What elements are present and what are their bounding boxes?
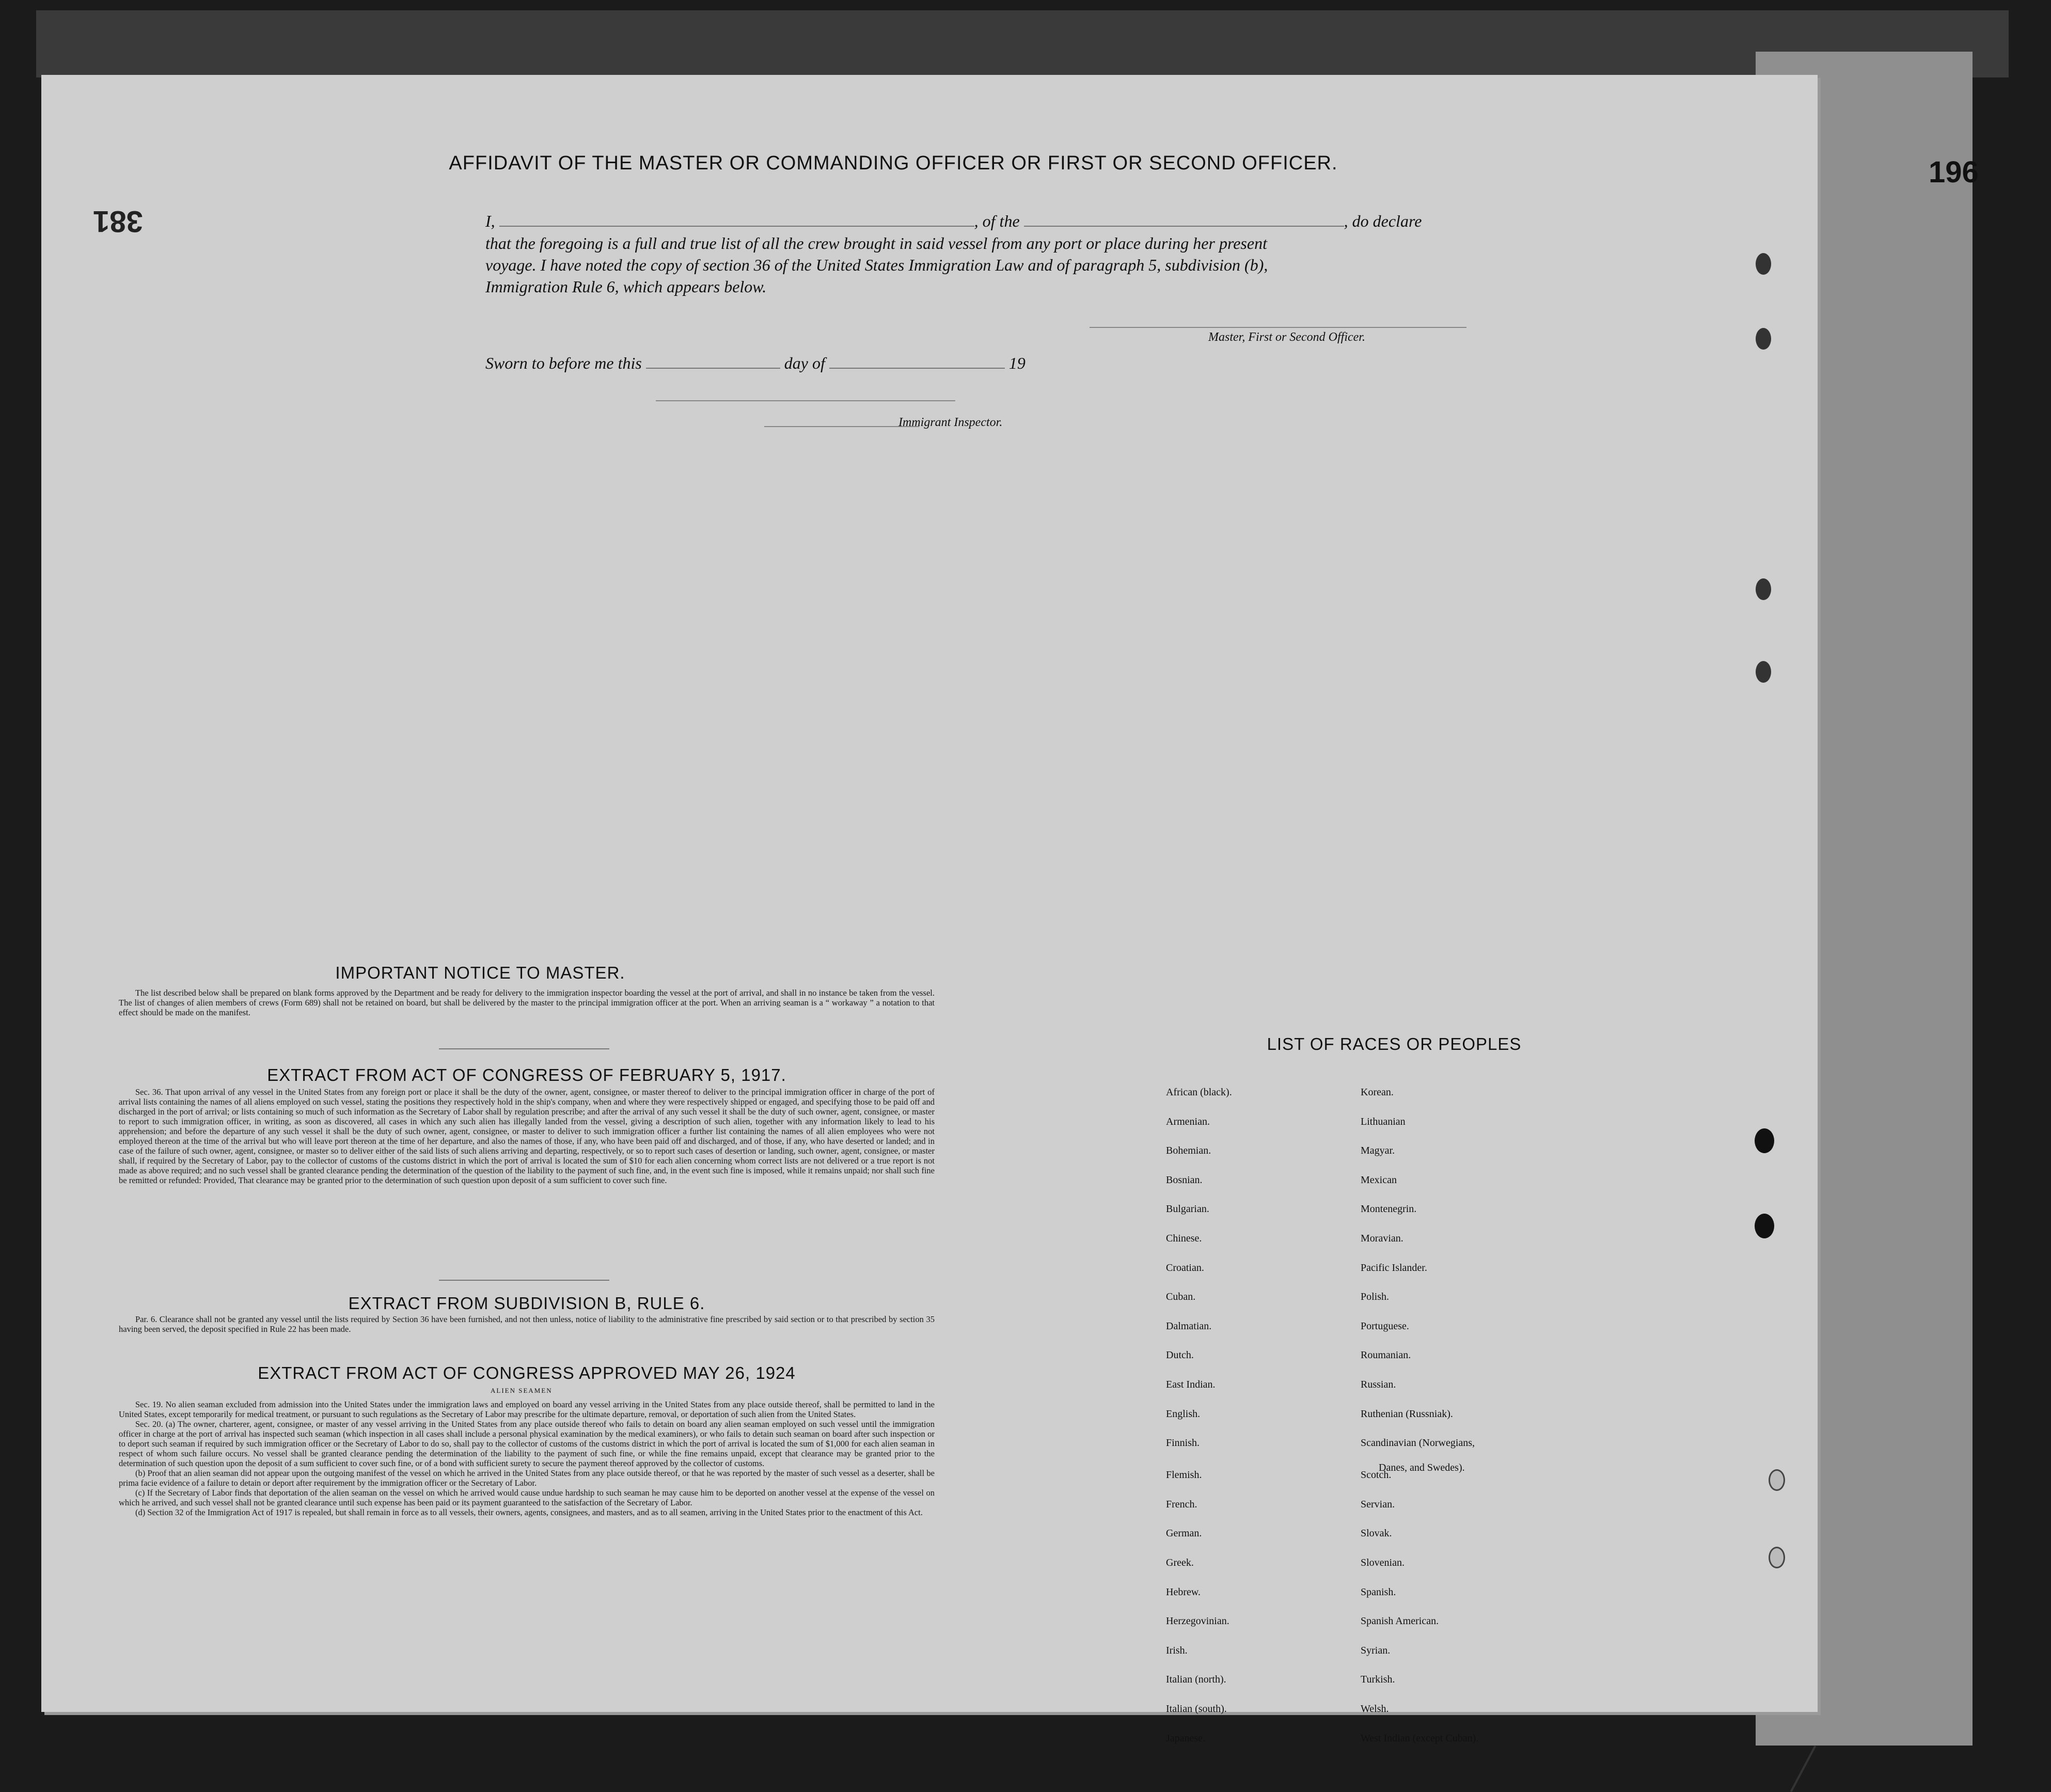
- extract-1924-sec20c: (c) If the Secretary of Labor finds that deportation of the alien seaman on the vessel on which he arrived would cause undue hardship to such seaman he may cause him to be deported on another vessel at the expense of the vessel on which he arrived, and such vessel shall not be granted clearance until such expense has been paid or its payment guaranteed to the satisfaction of the Secretary of Labor.: [119, 1488, 935, 1507]
- race-left-item: Bulgarian.: [1166, 1203, 1209, 1215]
- extract-1924-sec20a: Sec. 20. (a) The owner, charterer, agent, consignee, or master of any vessel arriving in the United States from any place outside thereof who fails to detain on board any alien seaman employed on such vessel until the immigration officer in charge at the port of arrival has inspected such seaman (which inspection in all cases shall include a personal physical examination by the medical examiners), or who fails to detain such seaman on board after such inspection or to deport such seaman if required by such immigration officer or the Secretary of Labor to do so, shall pay to the collector of customs of the customs district in which the port of arrival is located the sum of $1,000 for each alien seaman in respect of whom such failure occurs. No vessel shall be granted clearance pending the determination of the liability to the payment of such fine, or while the fine remains unpaid, except that clearance may be granted prior to the determination of such question upon the deposit of a sum sufficient to cover such fine, or of a bond with sufficient surety to secure the payment thereof approved by the collector of customs.: [119, 1419, 935, 1468]
- race-right-item: Spanish American.: [1361, 1615, 1439, 1627]
- race-left-item: Hebrew.: [1166, 1586, 1201, 1598]
- punch-hole-1: [1756, 253, 1771, 275]
- race-left-item: Croatian.: [1166, 1262, 1204, 1274]
- race-right-item: Ruthenian (Russniak).: [1361, 1408, 1453, 1420]
- race-right-item: Moravian.: [1361, 1233, 1403, 1244]
- page-number-right: 196: [1929, 155, 1979, 189]
- alien-seamen-subtitle: ALIEN SEAMEN: [491, 1387, 553, 1394]
- race-right-item: Magyar.: [1361, 1145, 1395, 1157]
- race-left-item: Dutch.: [1166, 1349, 1194, 1361]
- extract-rule6-title: EXTRACT FROM SUBDIVISION B, RULE 6.: [348, 1294, 705, 1313]
- inspector-top-line: [656, 400, 955, 401]
- affidavit-i: I,: [485, 212, 495, 230]
- race-right-item: Scotch.: [1361, 1469, 1392, 1481]
- extract-1917-text: [119, 1087, 935, 1185]
- race-right-item: Syrian.: [1361, 1644, 1391, 1656]
- race-right-item: Slovenian.: [1361, 1557, 1405, 1568]
- race-left-item: Italian (north).: [1166, 1674, 1226, 1686]
- extract-1924-title: EXTRACT FROM ACT OF CONGRESS APPROVED MAY 26, 1924: [258, 1363, 796, 1382]
- race-right-item: Portuguese.: [1361, 1320, 1409, 1332]
- race-right-item: Welsh.: [1361, 1703, 1389, 1715]
- punch-hole-4: [1756, 661, 1771, 683]
- race-right-item: Korean.: [1361, 1087, 1394, 1098]
- extract-1924-sec19: Sec. 19. No alien seaman excluded from admission into the United States under the immigration laws and employed on board any vessel arriving in the United States from any place outside thereof, shall be permitted to land in the United States, except temporarily for medical treatment, or pursuant to such regulations as the Secretary of Labor may prescribe for the ultimate departure, removal, or deportation of such alien from the United States.: [119, 1400, 935, 1419]
- race-left-item: Japanese.: [1166, 1732, 1206, 1744]
- divider-2: [439, 1280, 609, 1281]
- notice-title: IMPORTANT NOTICE TO MASTER.: [335, 963, 625, 982]
- punch-hole-2: [1756, 328, 1771, 350]
- race-right-item: Roumanian.: [1361, 1349, 1411, 1361]
- inspector-label: Immigrant Inspector.: [898, 416, 1003, 429]
- affidavit-do-declare: , do declare: [1344, 212, 1422, 230]
- race-left-item: Finnish.: [1166, 1437, 1200, 1449]
- race-left-item: Bohemian.: [1166, 1145, 1211, 1157]
- race-right-item: Mexican: [1361, 1174, 1397, 1186]
- scan-border-top: [36, 10, 2009, 77]
- notice-text: [119, 988, 935, 1017]
- race-left-item: English.: [1166, 1408, 1201, 1420]
- punch-hole-8: [1769, 1547, 1785, 1568]
- affidavit-title: AFFIDAVIT OF THE MASTER OR COMMANDING OFFICER OR FIRST OR SECOND OFFICER.: [449, 152, 1338, 174]
- pencil-check-mark: [1790, 1746, 1816, 1792]
- race-left-item: Flemish.: [1166, 1469, 1202, 1481]
- race-right-item: Spanish.: [1361, 1586, 1396, 1598]
- race-right-item: West Indian (except Cuban).: [1361, 1732, 1479, 1744]
- extract-1917-paragraph: Sec. 36. That upon arrival of any vessel in the United States from any foreign port or place it shall be the duty of the owner, agent, consignee, or master thereof to deliver to the principal immigration officer in charge of the port of arrival lists containing the names of all aliens employed on such vessel, stating the positions they respectively hold in the ship's company, when and where they were respectively shipped or engaged, and specifying those to be paid off and discharged in the port of arrival; or lists containing so much of such information as the Secretary of Labor shall by regulation prescribe; and after the arrival of any such vessel it shall be the duty of such owner, agent, consignee, or master to report to such immigration officer, in writing, as soon as discovered, all cases in which any such alien has illegally landed from the vessel, giving a description of such alien, together with any information likely to lead to his apprehension; and before the departure of any such vessel it shall be the duty of such owner, agent, consignee, or master to deliver to such immigration officer a further list containing the names of all alien employees who were not employed thereon at the time of the arrival but who will leave port thereon at the time of her departure, and also the names of those, if any, who have been paid off and discharged, and of those, if any, who have deserted or landed; and in case of the failure of such owner, agent, consignee, or master so to deliver either of the said lists of such aliens arriving and departing, respectively, or so to report such cases of desertion or landing, such owner, agent, consignee, or master shall, if required by the Secretary of Labor, pay to the collector of customs of the customs district in which the port of arrival is located the sum of $10 for each alien concerning whom correct lists are not delivered or a true report is not made as above required; and no such vessel shall be granted clearance pending the determination of the question of the liability to the payment of such fine, and, in the event such fine is imposed, while it remains unpaid; nor shall such fine be remitted or refunded: Provided, That clearance may be granted prior to the determination of such question upon deposit of a sum sufficient to cover such fine.: [119, 1087, 935, 1185]
- race-right-item: Pacific Islander.: [1361, 1262, 1427, 1274]
- race-left-item: French.: [1166, 1498, 1197, 1510]
- race-left-item: Greek.: [1166, 1557, 1194, 1568]
- form-page: [41, 75, 1818, 1744]
- punch-hole-6: [1755, 1214, 1774, 1238]
- race-scandinavian-continued: Danes, and Swedes).: [1379, 1462, 1465, 1473]
- extract-rule6-text: [119, 1314, 935, 1334]
- race-left-item: Armenian.: [1166, 1115, 1210, 1127]
- affidavit-of-the: , of the: [974, 212, 1020, 230]
- punch-hole-5: [1755, 1128, 1774, 1153]
- extract-1917-title: EXTRACT FROM ACT OF CONGRESS OF FEBRUARY 5, 1917.: [267, 1065, 786, 1084]
- extract-rule6-paragraph: Par. 6. Clearance shall not be granted any vessel until the lists required by Section 36 have been furnished, and not then unless, notice of liability to the administrative fine prescribed by said section or to that prescribed by section 35 having been served, the deposit specified in Rule 22 has been made.: [119, 1314, 935, 1334]
- race-right-item: Scandinavian (Norwegians,: [1361, 1437, 1475, 1449]
- punch-hole-3: [1756, 578, 1771, 600]
- race-left-item: German.: [1166, 1528, 1202, 1539]
- race-left-item: Irish.: [1166, 1644, 1188, 1656]
- race-right-item: Lithuanian: [1361, 1115, 1406, 1127]
- sworn-text: Sworn to before me this: [485, 354, 642, 372]
- master-label: Master, First or Second Officer.: [1208, 331, 1365, 344]
- divider-1: [439, 1048, 609, 1049]
- sworn-year: 19: [1008, 354, 1026, 372]
- race-right-item: Russian.: [1361, 1379, 1396, 1390]
- notice-paragraph: The list described below shall be prepared on blank forms approved by the Department and be ready for delivery to the immigration inspector boarding the vessel at the port of arrival, and shall in no instance be taken from the vessel. The list of changes of alien members of crews (Form 689) shall not be retained on board, but shall be delivered by the master to the principal immigration officer at the port. When an arriving seaman is a “ workaway ” a notation to that effect should be made on the manifest.: [119, 988, 935, 1017]
- race-left-item: East Indian.: [1166, 1379, 1216, 1390]
- sworn-line: [485, 354, 1518, 373]
- race-left-item: Herzegovinian.: [1166, 1615, 1229, 1627]
- race-left-item: Italian (south).: [1166, 1703, 1227, 1715]
- punch-hole-7: [1769, 1469, 1785, 1491]
- race-right-item: Polish.: [1361, 1291, 1390, 1303]
- extract-1924-text: [119, 1400, 935, 1517]
- affidavit-line-1: [485, 212, 1518, 231]
- sworn-day-of: day of: [784, 354, 825, 372]
- affidavit-line-4: Immigration Rule 6, which appears below.: [485, 277, 767, 296]
- affidavit-line-3: voyage. I have noted the copy of section 36 of the United States Immigration Law and of paragraph 5, subdivision (b),: [485, 256, 1268, 274]
- race-left-item: Bosnian.: [1166, 1174, 1203, 1186]
- race-left-item: Dalmatian.: [1166, 1320, 1212, 1332]
- race-left-item: Chinese.: [1166, 1233, 1202, 1244]
- race-left-item: Cuban.: [1166, 1291, 1196, 1303]
- extract-1924-sec20d: (d) Section 32 of the Immigration Act of 1917 is repealed, but shall remain in force as to all vessels, their owners, agents, consignees, and masters, and as to all seamen, arriving in the United States prior to the enactment of this Act.: [135, 1507, 923, 1517]
- extract-1924-sec20b: (b) Proof that an alien seaman did not appear upon the outgoing manifest of the vessel on which he arrived in the United States from any place outside thereof, or that he was reported by the master of such vessel as a deserter, shall be prima facie evidence of a failure to detain or deport after requirement by the immigration officer or the Secretary of Labor.: [119, 1468, 935, 1488]
- races-title: LIST OF RACES OR PEOPLES: [1267, 1034, 1522, 1054]
- race-left-item: African (black).: [1166, 1087, 1232, 1098]
- page-number-left: 381: [93, 205, 143, 238]
- inspector-signature-line: [764, 426, 919, 427]
- affidavit-line-2: that the foregoing is a full and true list of all the crew brought in said vessel from any port or place during her present: [485, 234, 1267, 253]
- master-signature-line: [1090, 327, 1466, 328]
- race-right-item: Servian.: [1361, 1498, 1395, 1510]
- race-right-item: Turkish.: [1361, 1674, 1395, 1686]
- race-right-item: Montenegrin.: [1361, 1203, 1417, 1215]
- race-right-item: Slovak.: [1361, 1528, 1392, 1539]
